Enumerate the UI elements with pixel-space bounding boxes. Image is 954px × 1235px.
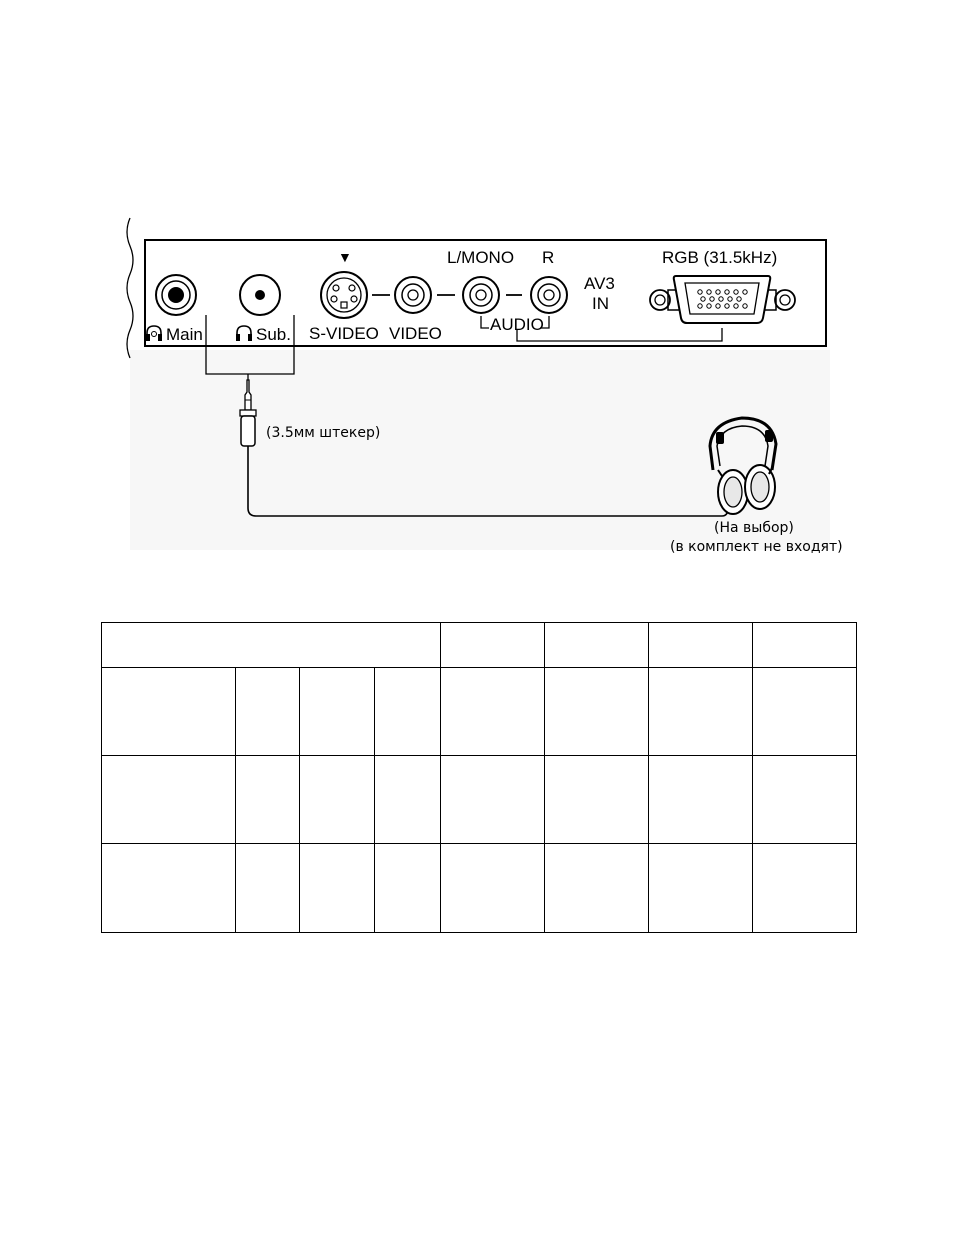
table-cell [649, 668, 753, 756]
sub-jack [240, 275, 280, 315]
table-cell [375, 756, 441, 844]
table-cell [649, 623, 753, 668]
empty-table [101, 622, 857, 933]
table-cell [545, 756, 649, 844]
torn-edge [127, 218, 133, 358]
table-row [102, 623, 857, 668]
table-row [102, 844, 857, 933]
in-label: IN [592, 294, 609, 313]
table-cell [441, 844, 545, 933]
table-cell [753, 668, 857, 756]
connection-diagram [0, 0, 954, 600]
r-label: R [542, 248, 555, 267]
headphones-not-included-label: (в комплект не входят) [670, 539, 843, 555]
main-jack-label: Main [166, 325, 203, 344]
sub-jack-label: Sub. [256, 325, 291, 344]
main-jack [156, 275, 196, 315]
table-cell [102, 623, 441, 668]
lmono-label: L/MONO [447, 248, 515, 267]
table-cell [236, 668, 300, 756]
svideo-label: S-VIDEO [309, 324, 379, 343]
table-cell [441, 668, 545, 756]
table-cell [441, 756, 545, 844]
audio-label: AUDIO [490, 315, 544, 334]
video-label: VIDEO [389, 324, 442, 343]
table-cell [300, 844, 375, 933]
table-cell [441, 623, 545, 668]
rca-jack-icon [395, 277, 431, 313]
plug-label: (3.5мм штекер) [266, 425, 381, 441]
table-cell [545, 623, 649, 668]
table-cell [102, 756, 236, 844]
rgb-label: RGB (31.5kHz) [662, 248, 778, 267]
svideo-jack-icon [321, 272, 367, 318]
table-cell [753, 623, 857, 668]
table-cell [300, 668, 375, 756]
rca-jack-icon [531, 277, 567, 313]
table-row [102, 668, 857, 756]
table-cell [236, 756, 300, 844]
table-cell [375, 844, 441, 933]
svideo-marker: ▼ [338, 249, 352, 265]
table-cell [102, 844, 236, 933]
table-cell [545, 844, 649, 933]
table-cell [236, 844, 300, 933]
table-cell [300, 756, 375, 844]
table-cell [753, 844, 857, 933]
table-cell [649, 756, 753, 844]
table-cell [545, 668, 649, 756]
table-cell [753, 756, 857, 844]
table-row [102, 756, 857, 844]
rca-jack-icon [463, 277, 499, 313]
table-cell [102, 668, 236, 756]
table-cell [649, 844, 753, 933]
headphones-optional-label: (На выбор) [714, 520, 794, 536]
table-cell [375, 668, 441, 756]
av3-label: AV3 [584, 274, 615, 293]
